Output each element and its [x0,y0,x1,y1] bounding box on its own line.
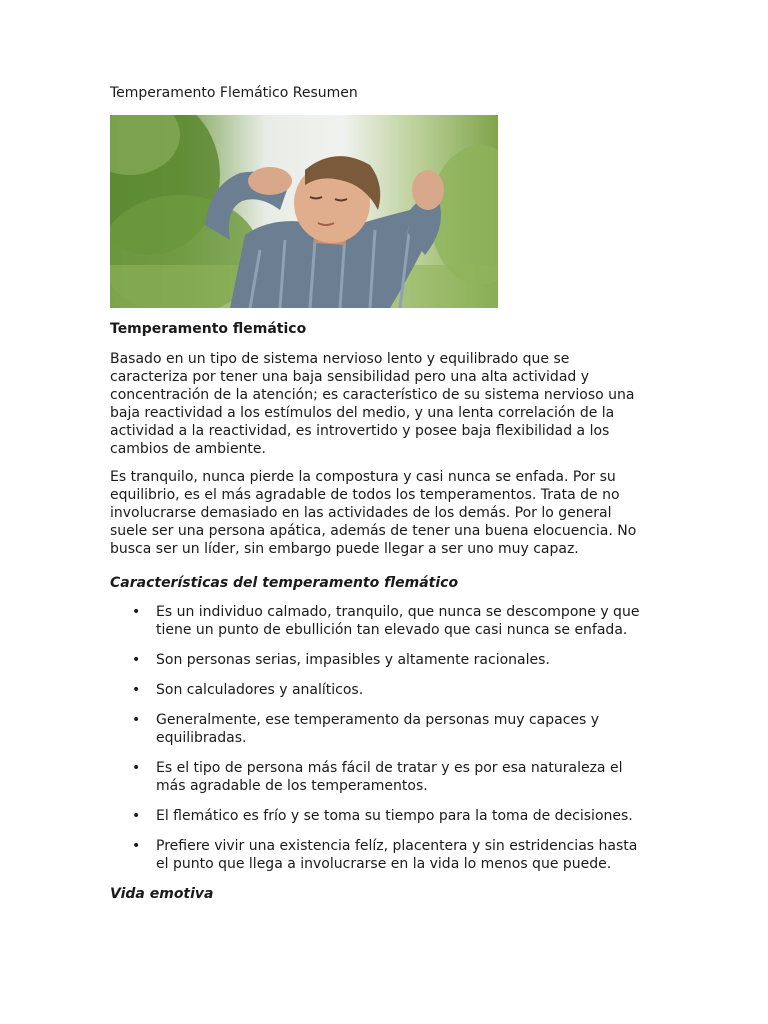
bullet-icon: • [132,712,141,728]
document-page [110,84,650,903]
list-item [110,807,650,825]
bullet-icon: • [132,760,141,776]
bullet-icon: • [132,838,141,854]
list-item-text: Son calculadores y analíticos. [156,682,364,698]
list-item-text: Es el tipo de persona más fácil de tratar y es por esa naturaleza el más agradable de los temperamentos. [156,760,623,794]
list-item [110,759,650,795]
list-item-text: Generalmente, ese temperamento da personas muy capaces y equilibradas. [156,712,600,746]
relaxed-man-photo [110,115,498,308]
list-item [110,837,650,873]
features-list [110,603,650,873]
section-heading: Temperamento flemático [110,321,307,337]
list-item [110,681,650,699]
list-item-text: Es un individuo calmado, tranquilo, que nunca se descompone y que tiene un punto de ebullición tan elevado que casi nunca se enfada. [156,604,640,638]
list-item [110,651,650,669]
list-item [110,711,650,747]
list-item [110,603,650,639]
last-heading: Vida emotiva [110,886,214,902]
paragraph-1: Basado en un tipo de sistema nervioso lento y equilibrado que se caracteriza por tener una baja sensibilidad pero una alta actividad y concentración de la atención; es característico de su sistema nervioso una baja reactividad a los estímulos del medio, y una lenta correlación de la actividad a la reactividad, es introvertido y posee baja flexibilidad a los cambios de ambiente. [110,351,635,457]
document-title: Temperamento Flemático Resumen [110,85,358,101]
bullet-icon: • [132,682,141,698]
features-heading: Características del temperamento flemático [110,575,459,591]
list-item-text: Prefiere vivir una existencia felíz, placentera y sin estridencias hasta el punto que llega a involucrarse en la vida lo menos que puede. [156,838,638,872]
bullet-icon: • [132,604,141,620]
list-item-text: El flemático es frío y se toma su tiempo para la toma de decisiones. [156,808,633,824]
bullet-icon: • [132,808,141,824]
bullet-icon: • [132,652,141,668]
photo-illustration [110,115,498,308]
paragraph-2: Es tranquilo, nunca pierde la compostura y casi nunca se enfada. Por su equilibrio, es el más agradable de todos los temperamentos. Trata de no involucrarse demasiado en las actividades de los demás. Por lo general suele ser una persona apática, además de tener una buena elocuencia. No busca ser un líder, sin embargo puede llegar a ser uno muy capaz. [110,469,637,557]
list-item-text: Son personas serias, impasibles y altamente racionales. [156,652,550,668]
